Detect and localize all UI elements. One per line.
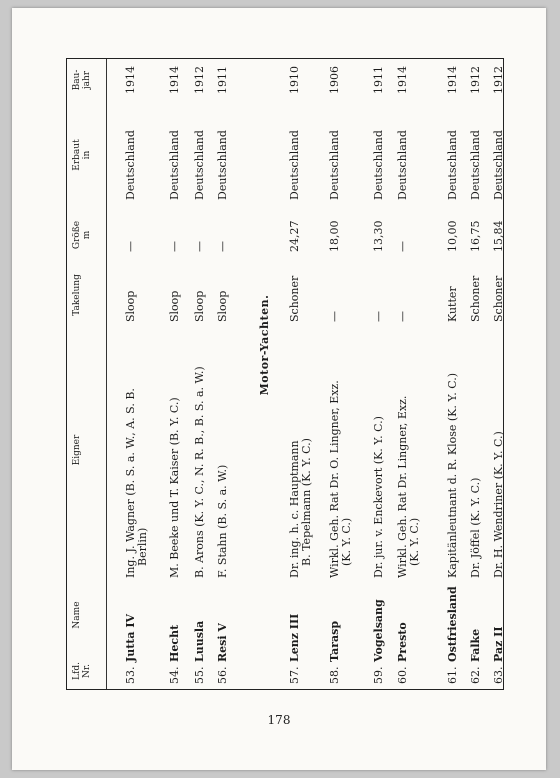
cell-size: 15,84 (492, 220, 505, 252)
cell-rig: — (396, 311, 409, 322)
cell-nr: 53. (124, 666, 137, 684)
cell-rig: Sloop (168, 290, 181, 322)
cell-owner: Wirkl. Geh. Rat Dr. Lingner, Exz. (396, 395, 409, 578)
cell-owner: Dr. Jöffel (K. Y. C.) (469, 477, 482, 578)
cell-rig: Sloop (124, 290, 137, 322)
cell-owner: F. Stahn (B. S. a. W.) (216, 464, 229, 578)
cell-built: Deutschland (168, 130, 181, 200)
cell-built: Deutschland (469, 130, 482, 200)
table-frame (66, 58, 504, 690)
cell-nr: 62. (469, 666, 482, 684)
cell-size: 24,27 (288, 220, 301, 252)
cell-name: Hecht (168, 624, 181, 662)
cell-year: 1914 (168, 66, 181, 94)
cell-nr: 56. (216, 666, 229, 684)
cell-owner-continued: (K. Y. C.) (340, 517, 353, 566)
header-rig: Takelung (72, 274, 82, 316)
cell-nr: 58. (328, 666, 341, 684)
cell-name: Lenz III (288, 613, 301, 662)
header-owner: Eigner (72, 434, 82, 466)
cell-name: Falke (469, 628, 482, 662)
cell-nr: 61. (446, 666, 459, 684)
cell-built: Deutschland (492, 130, 505, 200)
cell-nr: 54. (168, 666, 181, 684)
cell-name: Ostfriesland (446, 586, 459, 662)
section-title-motor-yachts: Motor-Yachten. (258, 294, 271, 396)
cell-nr: 59. (372, 666, 385, 684)
cell-name: Resi V (216, 623, 229, 662)
cell-name: Presto (396, 622, 409, 662)
page-number: 178 (267, 713, 291, 727)
cell-owner: Wirkl. Geh. Rat Dr. O. Lingner, Exz. (328, 380, 341, 578)
cell-nr: 57. (288, 666, 301, 684)
cell-name: Tarasp (328, 620, 341, 662)
cell-size: 18,00 (328, 220, 341, 252)
cell-built: Deutschland (328, 130, 341, 200)
cell-size: — (124, 241, 137, 252)
cell-year: 1914 (396, 66, 409, 94)
cell-built: Deutschland (288, 130, 301, 200)
cell-year: 1906 (328, 66, 341, 94)
cell-size: 10,00 (446, 220, 459, 252)
cell-owner-continued: (K. Y. C.) (408, 517, 421, 566)
cell-name: Luusla (193, 620, 206, 662)
header-size: Größe m (72, 220, 92, 250)
cell-owner: Kapitänleutnant d. R. Klose (K. Y. C.) (446, 372, 459, 578)
cell-rig: Schoner (469, 275, 482, 322)
cell-owner: B. Arons (K. Y. C., N. R. B., B. S. a. W.) (193, 366, 206, 578)
cell-built: Deutschland (124, 130, 137, 200)
cell-owner-continued: Berlin) (136, 527, 149, 566)
cell-built: Deutschland (372, 130, 385, 200)
cell-year: 1914 (124, 66, 137, 94)
cell-built: Deutschland (193, 130, 206, 200)
cell-owner-continued: B. Tepelmann (K. Y. C.) (300, 438, 313, 566)
cell-owner: Dr. ing. h. c. Hauptmann (288, 440, 301, 578)
cell-name: Paz II (492, 626, 505, 662)
cell-rig: Schoner (288, 275, 301, 322)
cell-year: 1914 (446, 66, 459, 94)
cell-year: 1912 (492, 66, 505, 94)
cell-rig: Sloop (193, 290, 206, 322)
header-name: Name (72, 601, 82, 629)
cell-year: 1912 (469, 66, 482, 94)
cell-size: — (193, 241, 206, 252)
cell-owner: Dr. H. Wendriner (K. Y. C.) (492, 431, 505, 578)
cell-size: — (168, 241, 181, 252)
cell-built: Deutschland (446, 130, 459, 200)
cell-nr: 55. (193, 666, 206, 684)
cell-nr: 63. (492, 666, 505, 684)
header-nr: Lfd. Nr. (72, 662, 92, 680)
header-built: Erbaut in (72, 139, 92, 171)
cell-rig: — (328, 311, 341, 322)
cell-size: — (396, 241, 409, 252)
cell-year: 1911 (216, 66, 229, 94)
cell-size: 13,30 (372, 220, 385, 252)
cell-owner: Ing. J. Wagner (B. S. a. W., A. S. B. (124, 388, 137, 578)
cell-name: Vogelsang (372, 599, 385, 662)
cell-year: 1910 (288, 66, 301, 94)
cell-size: — (216, 241, 229, 252)
cell-year: 1912 (193, 66, 206, 94)
cell-size: 16,75 (469, 220, 482, 252)
cell-owner: M. Beeke und T. Kaiser (B. Y. C.) (168, 397, 181, 578)
cell-built: Deutschland (396, 130, 409, 200)
cell-rig: Sloop (216, 290, 229, 322)
cell-rig: — (372, 311, 385, 322)
cell-year: 1911 (372, 66, 385, 94)
header-year: Bau- jahr (72, 69, 92, 91)
cell-owner: Dr. jur. v. Enckevort (K. Y. C.) (372, 416, 385, 578)
cell-rig: Kutter (446, 286, 459, 322)
cell-rig: Schoner (492, 275, 505, 322)
cell-built: Deutschland (216, 130, 229, 200)
cell-nr: 60. (396, 666, 409, 684)
cell-name: Jutta IV (124, 613, 137, 662)
